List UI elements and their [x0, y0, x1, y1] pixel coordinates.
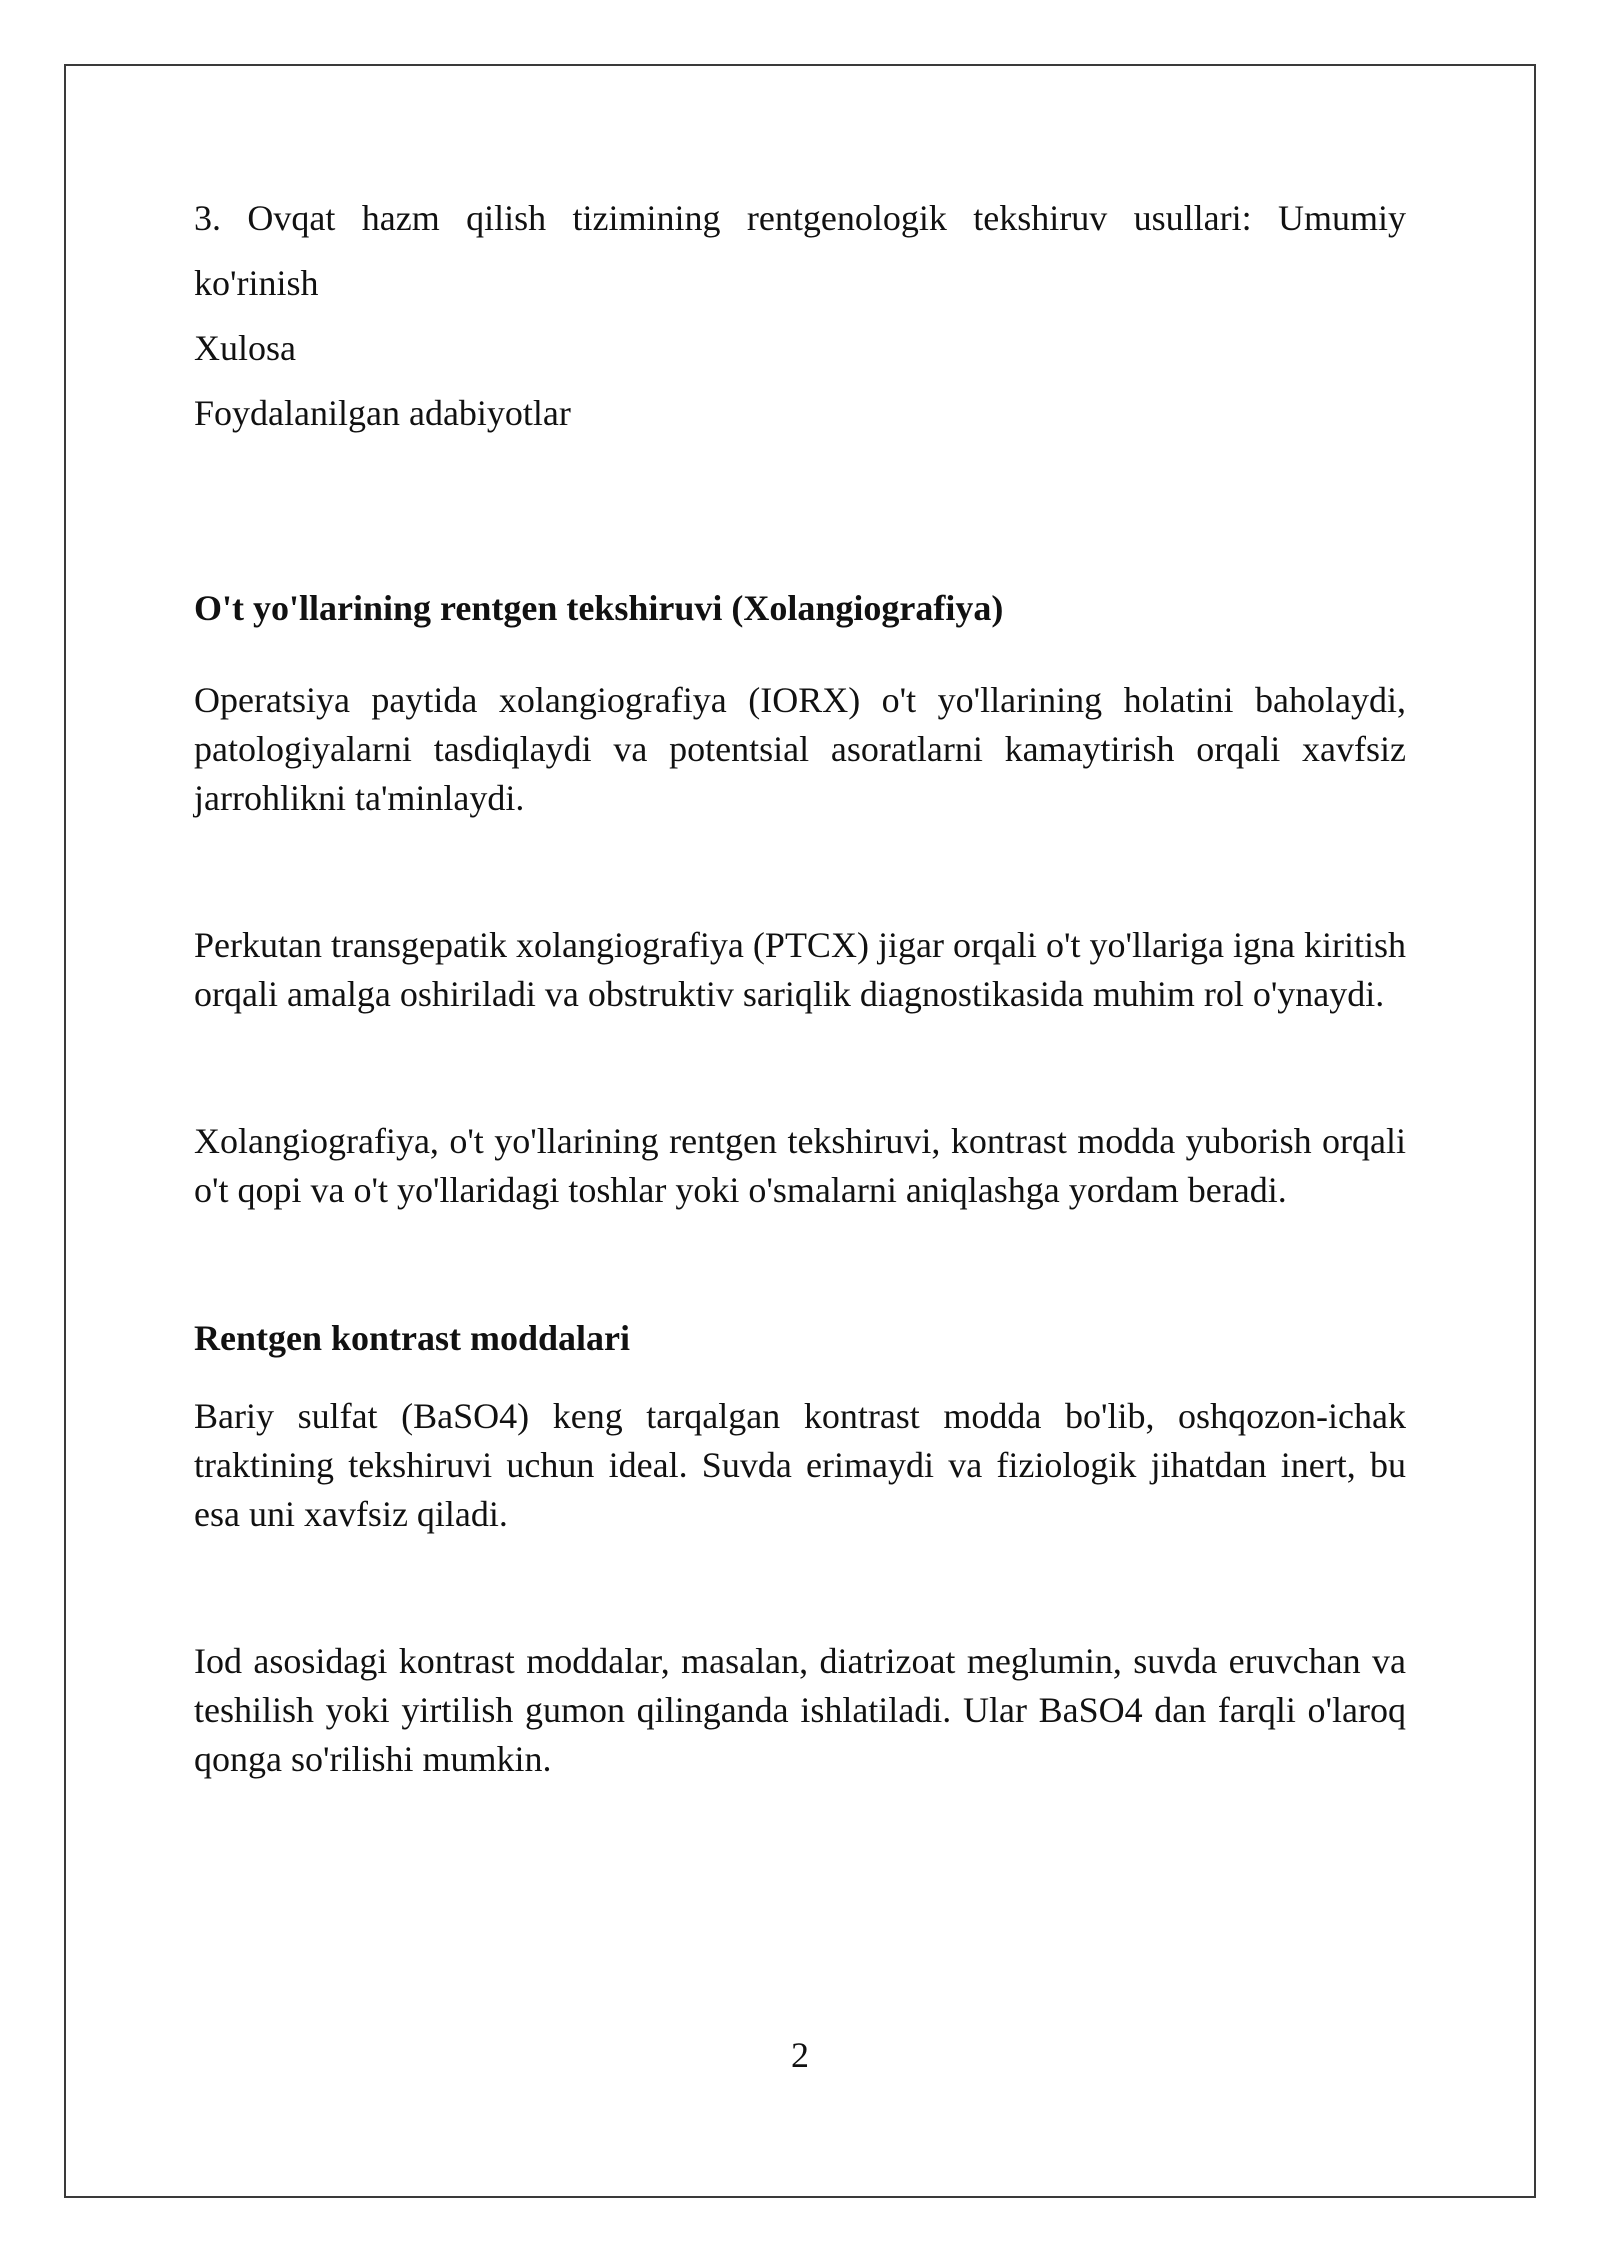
paragraph: Xolangiografiya, o't yo'llarining rentgen tekshiruvi, kontrast modda yuborish orqali o't qopi va o't yo'llaridagi toshlar yoki o'smalarni aniqlashga yordam beradi.: [194, 1121, 1406, 1210]
document-body: [194, 186, 1406, 1784]
paragraph: Iod asosidagi kontrast moddalar, masalan, diatrizoat meglumin, suvda eruvchan va teshilish yoki yirtilish gumon qilinganda ishlatiladi. Ular BaSO4 dan farqli o'laroq qonga so'rilishi mumkin.: [194, 1641, 1406, 1779]
toc-item-conclusion: Xulosa: [194, 328, 296, 368]
section-heading-contrast-agents: Rentgen kontrast moddalari: [194, 1318, 631, 1358]
page-number: 2: [791, 2035, 809, 2075]
toc-item-references: Foydalanilgan adabiyotlar: [194, 393, 571, 433]
paragraph: Operatsiya paytida xolangiografiya (IORX) o't yo'llarining holatini baholaydi, patologiyalarni tasdiqlaydi va potentsial asoratlarni kamaytirish orqali xavfsiz jarrohlikni ta'minlaydi.: [194, 680, 1406, 818]
toc-item-3-line2: ko'rinish: [194, 263, 319, 303]
paragraph: Bariy sulfat (BaSO4) keng tarqalgan kontrast modda bo'lib, oshqozon-ichak traktining tekshiruvi uchun ideal. Suvda erimaydi va fiziologik jihatdan inert, bu esa uni xavfsiz qiladi.: [194, 1396, 1406, 1534]
table-of-contents: [194, 186, 1406, 446]
toc-item-3-line1: 3. Ovqat hazm qilish tizimining rentgenologik tekshiruv usullari: Umumiy: [194, 198, 1406, 238]
toc-item-3: [194, 186, 1406, 316]
paragraph: Perkutan transgepatik xolangiografiya (PTCX) jigar orqali o't yo'llariga igna kiritish orqali amalga oshiriladi va obstruktiv sariqlik diagnostikasida muhim rol o'ynaydi.: [194, 925, 1406, 1014]
section-heading-cholangiography: O't yo'llarining rentgen tekshiruvi (Xolangiografiya): [194, 588, 1004, 628]
